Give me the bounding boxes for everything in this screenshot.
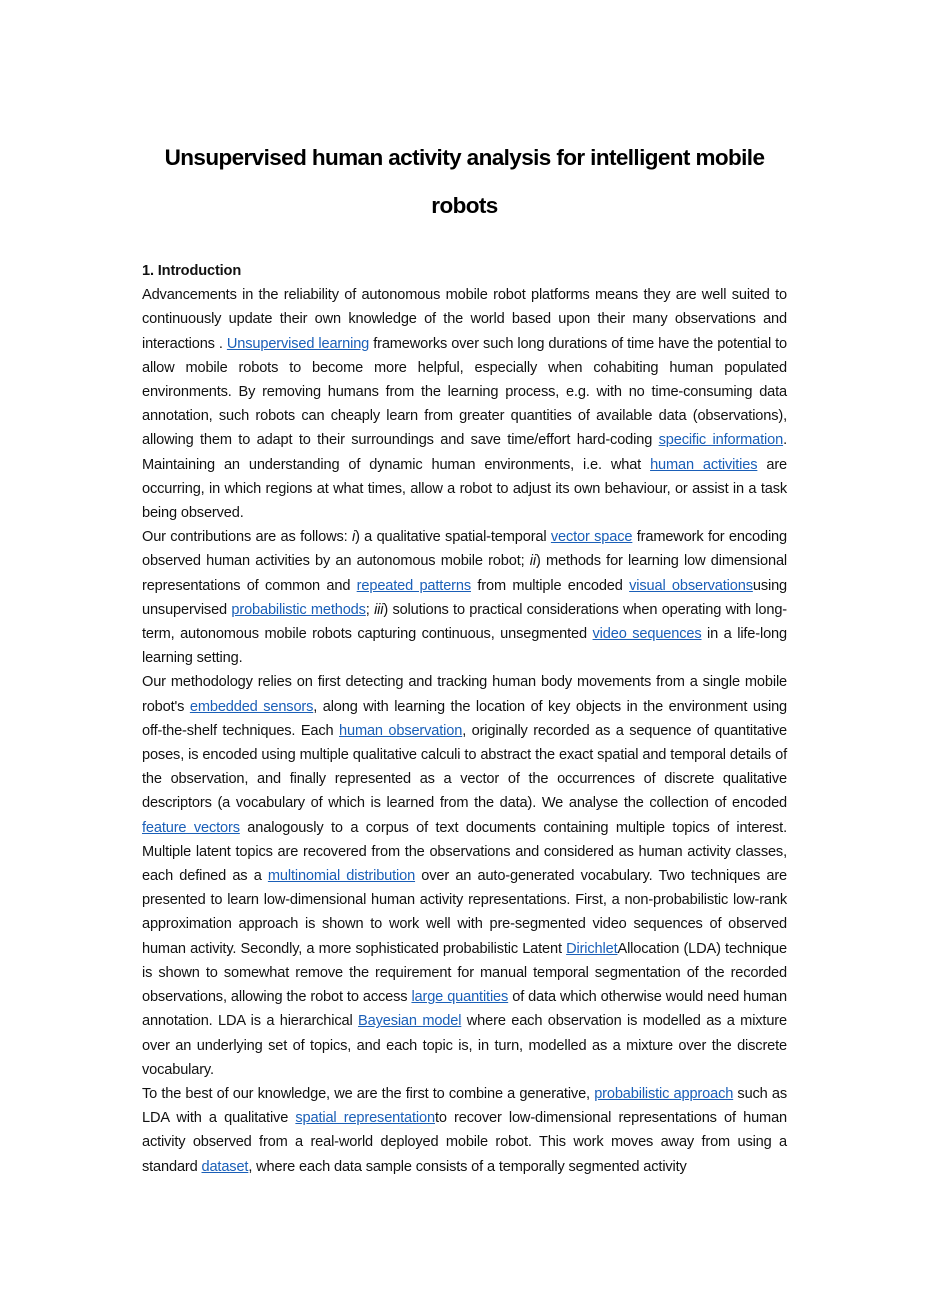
link-bayesian-model[interactable]: Bayesian model	[358, 1013, 462, 1030]
link-multinomial-distribution[interactable]: multinomial distribution	[267, 868, 416, 885]
text-run: Advancements in the reliability of autonomous mobile robot platforms means they are well suited to continuously update their own knowledge of the world based upon their many observations and interactions .	[142, 287, 787, 352]
text-run: To the best of our knowledge, we are the first to combine a generative,	[142, 1085, 595, 1102]
enum-ii: ii	[529, 553, 536, 570]
text-run: of data which otherwise would need human annotation. LDA is a hierarchical	[142, 989, 787, 1030]
paragraph-3	[142, 670, 787, 1081]
section-heading-introduction: 1. Introduction	[142, 263, 242, 279]
link-specific-information[interactable]: specific information	[658, 432, 784, 449]
link-human-activities[interactable]: human activities	[650, 456, 758, 473]
link-human-observation[interactable]: human observation	[339, 722, 463, 739]
text-run: such as LDA with a qualitative	[142, 1085, 787, 1127]
text-run: from multiple encoded	[471, 577, 630, 594]
link-embedded-sensors[interactable]: embedded sensors	[189, 698, 314, 715]
text-run: ;	[365, 601, 375, 618]
text-run: using unsupervised	[142, 577, 787, 618]
text-run: ) a qualitative spatial-temporal	[355, 529, 551, 546]
paragraph-4	[142, 1082, 787, 1179]
paper-title: Unsupervised human activity analysis for intelligent mobile robots	[164, 145, 765, 218]
text-run: ) solutions to practical considerations when operating with long-term, autonomous mobile robots capturing continuous, unsegmented	[142, 601, 787, 643]
text-run: ) methods for learning low dimensional representations of common and	[142, 553, 788, 594]
link-visual-observations[interactable]: visual observations	[629, 577, 753, 594]
link-large-quantities[interactable]: large quantities	[411, 989, 509, 1006]
text-run: analogously to a corpus of text documents containing multiple topics of interest. Multiple latent topics are recovered from the observations and considered as human activity classes, each defined as a	[142, 819, 787, 885]
paper-body	[142, 259, 787, 1179]
text-run: framework for encoding observed human activities by an autonomous mobile robot;	[142, 529, 787, 570]
text-run: where each observation is modelled as a mixture over an underlying set of topics, and each topic is, in turn, modelled as a mixture over the discrete vocabulary.	[142, 1013, 787, 1078]
link-spatial-representation[interactable]: spatial representation	[295, 1110, 435, 1127]
text-run: Allocation (LDA) technique is shown to somewhat remove the requirement for manual temporal segmentation of the recorded observations, allowing the robot to access	[142, 940, 787, 1006]
link-unsupervised-learning[interactable]: Unsupervised learning	[226, 335, 370, 352]
link-repeated-patterns[interactable]: repeated patterns	[356, 577, 471, 594]
text-run: in a life-long learning setting.	[142, 626, 787, 667]
link-vector-space[interactable]: vector space	[550, 529, 633, 546]
link-dirichlet[interactable]: Dirichlet	[566, 940, 618, 957]
text-run: . Maintaining an understanding of dynamic human environments, i.e. what	[142, 432, 787, 473]
text-run: to recover low-dimensional representations of human activity observed from a real-world deployed mobile robot. This work moves away from using a standard	[142, 1110, 787, 1175]
text-run: , originally recorded as a sequence of quantitative poses, is encoded using multiple qualitative calculi to abstract the exact spatial and temporal details of the observation, and finally represented as a vector of the occurrences of discrete qualitative descriptors (a vocabulary of which is learned from the data). We analyse the collection of encoded	[142, 722, 788, 812]
text-run: , along with learning the location of key objects in the environment using off-the-shelf techniques. Each	[142, 698, 787, 739]
link-video-sequences[interactable]: video sequences	[592, 626, 702, 643]
paragraph-2	[142, 525, 787, 670]
text-run: frameworks over such long durations of time have the potential to allow mobile robots to become more helpful, especially when cohabiting human populated environments. By removing humans from the learning process, e.g. with no time-consuming data annotation, such robots can cheaply learn from greater quantities of available data (observations), allowing them to adapt to their surroundings and save time/effort hard-coding	[142, 335, 787, 449]
link-probabilistic-methods[interactable]: probabilistic methods	[231, 601, 366, 618]
text-run: , where each data sample consists of a temporally segmented activity	[248, 1158, 687, 1175]
text-run: Our contributions are as follows:	[142, 529, 352, 546]
text-run: are occurring, in which regions at what times, allow a robot to adjust its own behaviour, or assist in a task being observed.	[142, 456, 787, 522]
enum-iii: iii	[374, 601, 384, 618]
link-feature-vectors[interactable]: feature vectors	[142, 819, 240, 836]
paragraph-1	[142, 283, 787, 525]
text-run: Our methodology relies on first detecting and tracking human body movements from a single mobile robot's	[142, 674, 787, 715]
text-run: over an auto-generated vocabulary. Two techniques are presented to learn low-dimensional human activity representations. First, a non-probabilistic low-rank approximation approach is shown to work well with pre-segmented video sequences of observed human activity. Secondly, a more sophisticated probabilistic Latent	[142, 868, 787, 957]
enum-i: i	[351, 529, 356, 546]
link-probabilistic-approach[interactable]: probabilistic approach	[594, 1085, 734, 1102]
link-dataset[interactable]: dataset	[201, 1158, 249, 1175]
